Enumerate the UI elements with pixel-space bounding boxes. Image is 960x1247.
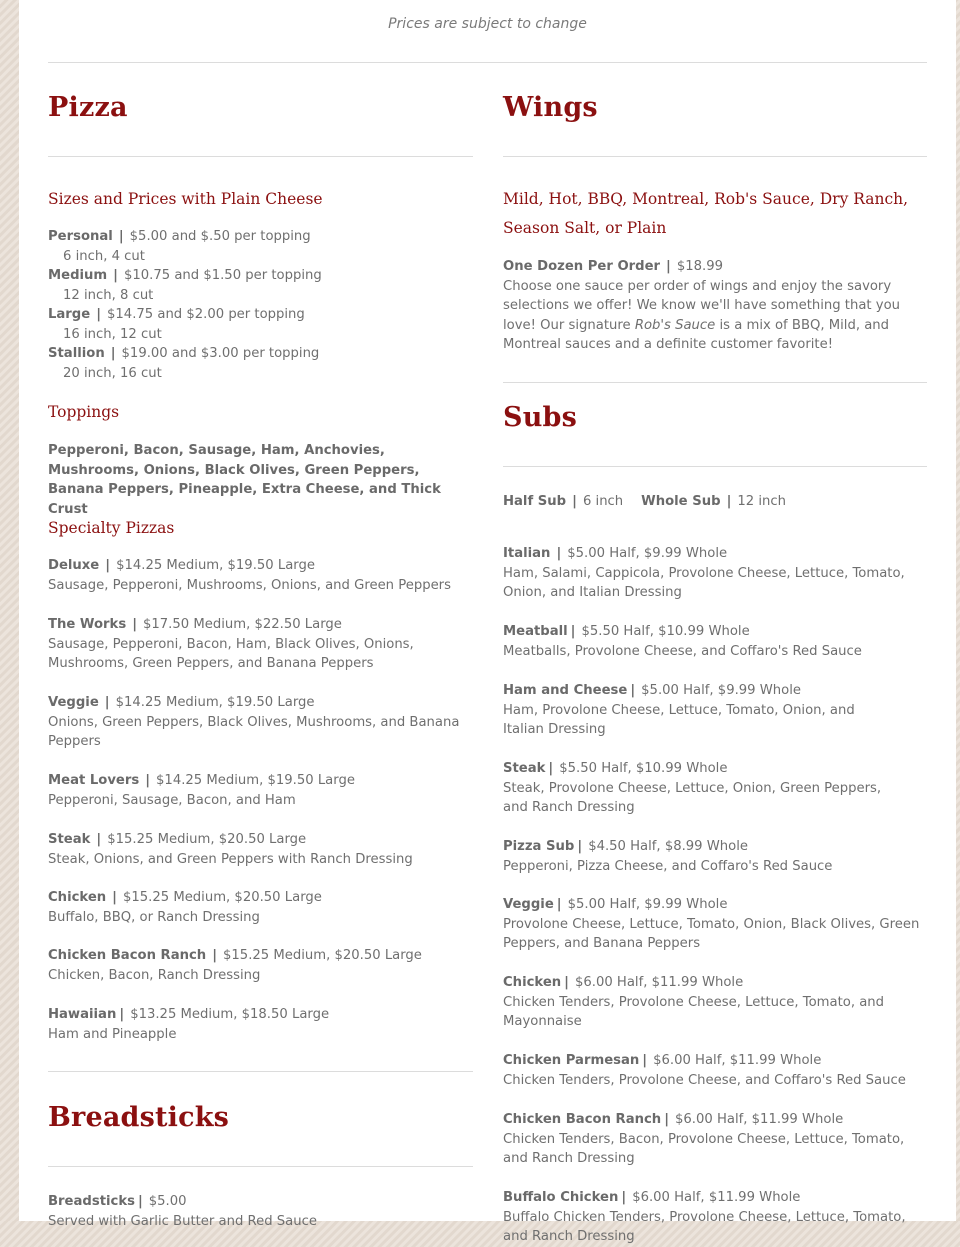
item-name: Ham and Cheese bbox=[503, 683, 628, 698]
toppings-section bbox=[48, 403, 473, 421]
item-desc: Buffalo, BBQ, or Ranch Dressing bbox=[48, 909, 260, 925]
item-desc: Served with Garlic Butter and Red Sauce bbox=[48, 1213, 317, 1229]
order-price: $18.99 bbox=[676, 259, 724, 274]
divider bbox=[503, 466, 927, 467]
size-price: $5.00 and $.50 per topping bbox=[129, 229, 311, 244]
item-name: Veggie bbox=[48, 695, 99, 710]
list-item: Meatball | $5.50 Half, $10.99 Whole Meatballs, Provolone Cheese, and Coffaro's Red Sauce bbox=[503, 624, 862, 659]
specialty-section bbox=[48, 519, 473, 537]
list-item: The Works | $17.50 Medium, $22.50 Large Sausage, Pepperoni, Bacon, Ham, Black Olives, Onions, Mushrooms, Green Peppers, and Banana Peppers bbox=[48, 617, 414, 671]
item-desc: Pepperoni, Sausage, Bacon, and Ham bbox=[48, 792, 296, 808]
item-price: $15.25 Medium, $20.50 Large bbox=[107, 832, 307, 847]
sizes-heading: Sizes and Prices with Plain Cheese bbox=[48, 190, 323, 208]
list-item: Chicken Bacon Ranch | $6.00 Half, $11.99 Whole Chicken Tenders, Bacon, Provolone Cheese, Lettuce, Tomato, and Ranch Dressing bbox=[503, 1112, 905, 1166]
size-row: Personal | $5.00 and $.50 per topping bbox=[48, 229, 311, 244]
wings-desc bbox=[503, 279, 900, 353]
item-name: Italian bbox=[503, 546, 551, 561]
size-name: Large bbox=[48, 307, 91, 322]
list-item: Pizza Sub | $4.50 Half, $8.99 Whole Pepperoni, Pizza Cheese, and Coffaro's Red Sauce bbox=[503, 839, 833, 874]
wings-desc-part: is a mix of BBQ, Mild, and Montreal sauces and a definite customer favorite! bbox=[503, 317, 890, 352]
list-item: Buffalo Chicken | $6.00 Half, $11.99 Whole Buffalo Chicken Tenders, Provolone Cheese, Lettuce, Tomato, and Ranch Dressing bbox=[503, 1190, 906, 1244]
list-item: Chicken | $6.00 Half, $11.99 Whole Chicken Tenders, Provolone Cheese, Lettuce, Tomato, and Mayonnaise bbox=[503, 975, 885, 1029]
divider bbox=[48, 156, 473, 157]
list-item: Veggie | $14.25 Medium, $19.50 Large Onions, Green Peppers, Black Olives, Mushrooms, and Banana Peppers bbox=[48, 695, 460, 749]
item-desc: Chicken Tenders, Bacon, Provolone Cheese, Lettuce, Tomato, and Ranch Dressing bbox=[503, 1131, 905, 1166]
divider bbox=[48, 62, 927, 63]
size-name: Stallion bbox=[48, 346, 105, 361]
size-price: $10.75 and $1.50 per topping bbox=[124, 268, 322, 283]
pizza-heading: Pizza bbox=[48, 92, 128, 123]
item-price: $6.00 Half, $11.99 Whole bbox=[653, 1053, 822, 1068]
list-item: Chicken Parmesan | $6.00 Half, $11.99 Whole Chicken Tenders, Provolone Cheese, and Coffaro's Red Sauce bbox=[503, 1053, 906, 1088]
whole-size: 12 inch bbox=[737, 494, 786, 509]
toppings-list: Pepperoni, Bacon, Sausage, Ham, Anchovies, Mushrooms, Onions, Black Olives, Green Peppers, Banana Peppers, Pineapple, Extra Cheese, and Thick Crust bbox=[48, 443, 441, 517]
size-row: Stallion | $19.00 and $3.00 per topping bbox=[48, 346, 320, 361]
toppings-heading: Toppings bbox=[48, 403, 120, 421]
item-name: Chicken bbox=[48, 890, 107, 905]
item-name: Pizza Sub bbox=[503, 839, 575, 854]
wings-desc-part: Choose one sauce per order of wings and enjoy the savory selections we offer! We know we'll have something that you love! Our signature bbox=[503, 278, 901, 333]
list-item: Deluxe | $14.25 Medium, $19.50 Large Sausage, Pepperoni, Mushrooms, Onions, and Green Peppers bbox=[48, 558, 451, 593]
item-name: The Works bbox=[48, 617, 127, 632]
item-name: Chicken Bacon Ranch bbox=[48, 948, 207, 963]
list-item: Steak | $5.50 Half, $10.99 Whole Steak, Provolone Cheese, Lettuce, Onion, Green Peppers, and Ranch Dressing bbox=[503, 761, 882, 815]
size-name: Personal bbox=[48, 229, 113, 244]
size-price: $14.75 and $2.00 per topping bbox=[107, 307, 305, 322]
wings-flavors bbox=[503, 185, 913, 243]
breadsticks-heading: Breadsticks bbox=[48, 1102, 230, 1133]
item-name: Breadsticks bbox=[48, 1194, 135, 1209]
sub-sizes: Half Sub | 6 inch Whole Sub | 12 inch bbox=[503, 494, 786, 509]
size-detail: 6 inch, 4 cut bbox=[63, 248, 145, 264]
item-desc: Sausage, Pepperoni, Bacon, Ham, Black Olives, Onions, Mushrooms, Green Peppers, and Banana Peppers bbox=[48, 636, 414, 671]
item-price: $5.00 Half, $9.99 Whole bbox=[567, 546, 728, 561]
pizza-sizes-section bbox=[48, 190, 473, 208]
pizza-sizes-list bbox=[48, 227, 473, 383]
size-detail: 12 inch, 8 cut bbox=[63, 287, 154, 303]
flavors-heading: Mild, Hot, BBQ, Montreal, Rob's Sauce, Dry Ranch, Season Salt, or Plain bbox=[503, 190, 909, 237]
item-name: Buffalo Chicken bbox=[503, 1190, 619, 1205]
item-desc: Onions, Green Peppers, Black Olives, Mushrooms, and Banana Peppers bbox=[48, 714, 460, 749]
item-price: $5.50 Half, $10.99 Whole bbox=[581, 624, 750, 639]
list-item: Hawaiian | $13.25 Medium, $18.50 Large Ham and Pineapple bbox=[48, 1007, 330, 1042]
wings-order: One Dozen Per Order | $18.99 Choose one sauce per order of wings and enjoy the savory selections we offer! We know we'll have something that you love! Our signature Rob's Sauce is a mix of BBQ, Mild, and Montreal sauces and a definite customer favorite! bbox=[503, 259, 901, 352]
order-name: One Dozen Per Order bbox=[503, 259, 661, 274]
list-item: Veggie | $5.00 Half, $9.99 Whole Provolone Cheese, Lettuce, Tomato, Onion, Black Olives, Green Peppers, and Banana Peppers bbox=[503, 897, 920, 951]
divider bbox=[503, 156, 927, 157]
item-desc: Meatballs, Provolone Cheese, and Coffaro's Red Sauce bbox=[503, 643, 862, 659]
divider bbox=[48, 1071, 473, 1072]
item-name: Chicken bbox=[503, 975, 562, 990]
item-price: $6.00 Half, $11.99 Whole bbox=[675, 1112, 844, 1127]
size-name: Medium bbox=[48, 268, 108, 283]
list-item: Chicken Bacon Ranch | $15.25 Medium, $20.50 Large Chicken, Bacon, Ranch Dressing bbox=[48, 948, 422, 983]
item-price: $5.00 Half, $9.99 Whole bbox=[567, 897, 728, 912]
list-item: Italian | $5.00 Half, $9.99 Whole Ham, Salami, Cappicola, Provolone Cheese, Lettuce, Tomato, Onion, and Italian Dressing bbox=[503, 546, 905, 600]
item-name: Chicken Parmesan bbox=[503, 1053, 640, 1068]
list-item: Chicken | $15.25 Medium, $20.50 Large Buffalo, BBQ, or Ranch Dressing bbox=[48, 890, 322, 925]
half-label: Half Sub bbox=[503, 494, 567, 509]
whole-label: Whole Sub bbox=[641, 494, 721, 509]
item-desc: Provolone Cheese, Lettuce, Tomato, Onion, Black Olives, Green Peppers, and Banana Peppers bbox=[503, 916, 920, 951]
item-name: Deluxe bbox=[48, 558, 100, 573]
item-name: Hawaiian bbox=[48, 1007, 117, 1022]
item-price: $4.50 Half, $8.99 Whole bbox=[588, 839, 749, 854]
half-size: 6 inch bbox=[582, 494, 624, 509]
price-note: Prices are subject to change bbox=[388, 16, 587, 32]
item-price: $13.25 Medium, $18.50 Large bbox=[130, 1007, 330, 1022]
size-price: $19.00 and $3.00 per topping bbox=[121, 346, 320, 361]
wings-heading: Wings bbox=[503, 92, 598, 123]
subs-heading: Subs bbox=[503, 402, 578, 433]
item-desc: Sausage, Pepperoni, Mushrooms, Onions, and Green Peppers bbox=[48, 577, 451, 593]
item-desc: Steak, Provolone Cheese, Lettuce, Onion, Green Peppers, and Ranch Dressing bbox=[503, 780, 882, 815]
divider bbox=[503, 382, 927, 383]
item-name: Steak bbox=[503, 761, 546, 776]
item-name: Meat Lovers bbox=[48, 773, 140, 788]
specialty-heading: Specialty Pizzas bbox=[48, 519, 175, 537]
size-row: Medium | $10.75 and $1.50 per topping bbox=[48, 268, 322, 283]
size-row: Large | $14.75 and $2.00 per topping bbox=[48, 307, 305, 322]
item-desc: Chicken Tenders, Provolone Cheese, Lettuce, Tomato, and Mayonnaise bbox=[503, 994, 885, 1029]
item-desc: Buffalo Chicken Tenders, Provolone Cheese, Lettuce, Tomato, and Ranch Dressing bbox=[503, 1209, 906, 1244]
item-price: $5.50 Half, $10.99 Whole bbox=[559, 761, 728, 776]
item-desc: Chicken Tenders, Provolone Cheese, and Coffaro's Red Sauce bbox=[503, 1072, 906, 1088]
item-price: $6.00 Half, $11.99 Whole bbox=[632, 1190, 801, 1205]
item-price: $5.00 bbox=[148, 1194, 187, 1209]
item-name: Meatball bbox=[503, 624, 568, 639]
item-price: $6.00 Half, $11.99 Whole bbox=[574, 975, 744, 990]
item-price: $14.25 Medium, $19.50 Large bbox=[116, 558, 315, 573]
list-item: Steak | $15.25 Medium, $20.50 Large Steak, Onions, and Green Peppers with Ranch Dressing bbox=[48, 832, 413, 867]
item-desc: Ham, Provolone Cheese, Lettuce, Tomato, Onion, and Italian Dressing bbox=[503, 702, 855, 737]
item-price: $15.25 Medium, $20.50 Large bbox=[223, 948, 422, 963]
item-price: $14.25 Medium, $19.50 Large bbox=[115, 695, 315, 710]
item-name: Veggie bbox=[503, 897, 554, 912]
list-item: Ham and Cheese | $5.00 Half, $9.99 Whole Ham, Provolone Cheese, Lettuce, Tomato, Onion, and Italian Dressing bbox=[503, 683, 855, 737]
item-price: $5.00 Half, $9.99 Whole bbox=[641, 683, 801, 698]
item-name: Chicken Bacon Ranch bbox=[503, 1112, 662, 1127]
list-item: Meat Lovers | $14.25 Medium, $19.50 Large Pepperoni, Sausage, Bacon, and Ham bbox=[48, 773, 355, 808]
menu-page bbox=[19, 0, 956, 1244]
size-detail: 16 inch, 12 cut bbox=[63, 326, 162, 342]
wings-desc-italic: Rob's Sauce bbox=[634, 317, 716, 333]
item-desc: Pepperoni, Pizza Cheese, and Coffaro's Red Sauce bbox=[503, 858, 833, 874]
item-desc: Ham, Salami, Cappicola, Provolone Cheese, Lettuce, Tomato, Onion, and Italian Dressing bbox=[503, 565, 905, 600]
item-desc: Ham and Pineapple bbox=[48, 1026, 177, 1042]
size-detail: 20 inch, 16 cut bbox=[63, 365, 162, 381]
item-price: $15.25 Medium, $20.50 Large bbox=[122, 890, 322, 905]
item-price: $14.25 Medium, $19.50 Large bbox=[156, 773, 355, 788]
item-price: $17.50 Medium, $22.50 Large bbox=[143, 617, 342, 632]
item-desc: Chicken, Bacon, Ranch Dressing bbox=[48, 967, 261, 983]
breadsticks-item: Breadsticks | $5.00 Served with Garlic Butter and Red Sauce bbox=[48, 1194, 317, 1229]
item-name: Steak bbox=[48, 832, 91, 847]
item-desc: Steak, Onions, and Green Peppers with Ranch Dressing bbox=[48, 851, 413, 867]
divider bbox=[48, 1166, 473, 1167]
